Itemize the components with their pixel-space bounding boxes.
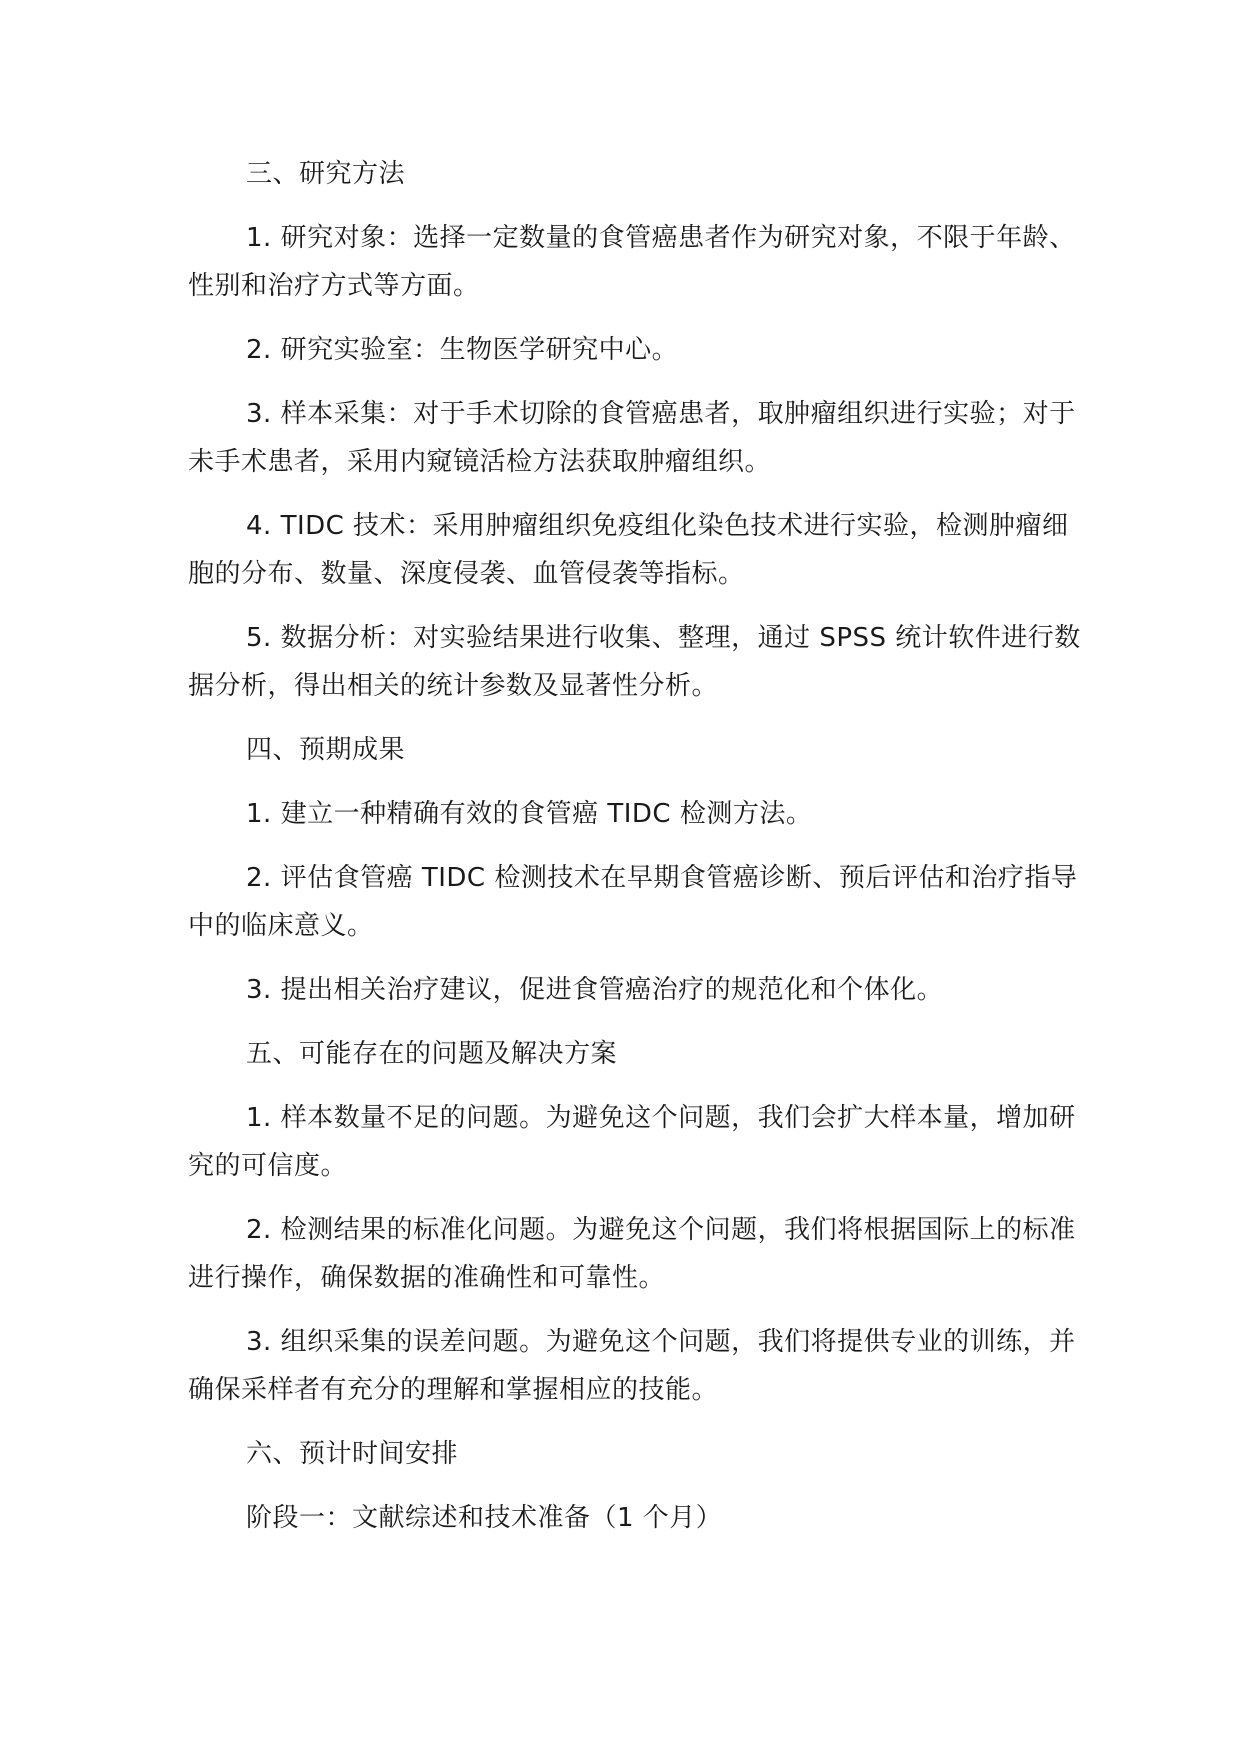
section-heading-outcomes: 四、预期成果 xyxy=(246,735,406,765)
outcome-item-3: 3. 提出相关治疗建议，促进食管癌治疗的规范化和个体化。 xyxy=(246,975,944,1005)
outcome-item-2: 2. 评估食管癌 TIDC 检测技术在早期食管癌诊断、预后评估和治疗指导中的临床意义。 xyxy=(188,863,1078,941)
method-item-analysis: 5. 数据分析：对实验结果进行收集、整理，通过 SPSS 统计软件进行数据分析，得出相关的统计参数及显著性分析。 xyxy=(188,623,1081,701)
schedule-item-phase-1: 阶段一：文献综述和技术准备（1 个月） xyxy=(246,1503,723,1533)
section-heading-problems: 五、可能存在的问题及解决方案 xyxy=(246,1039,618,1069)
problem-item-3: 3. 组织采集的误差问题。为避免这个问题，我们将提供专业的训练，并确保采样者有充分的理解和掌握相应的技能。 xyxy=(188,1327,1076,1405)
problem-item-1: 1. 样本数量不足的问题。为避免这个问题，我们会扩大样本量，增加研究的可信度。 xyxy=(188,1103,1076,1181)
outcome-item-1: 1. 建立一种精确有效的食管癌 TIDC 检测方法。 xyxy=(246,799,813,829)
method-item-lab: 2. 研究实验室：生物医学研究中心。 xyxy=(246,335,679,365)
method-item-tidc: 4. TIDC 技术：采用肿瘤组织免疫组化染色技术进行实验，检测肿瘤细胞的分布、数量、深度侵袭、血管侵袭等指标。 xyxy=(188,511,1069,589)
section-heading-methods: 三、研究方法 xyxy=(246,159,406,189)
problem-item-2: 2. 检测结果的标准化问题。为避免这个问题，我们将根据国际上的标准进行操作，确保数据的准确性和可靠性。 xyxy=(188,1215,1076,1293)
method-item-subjects: 1. 研究对象：选择一定数量的食管癌患者作为研究对象，不限于年龄、性别和治疗方式等方面。 xyxy=(188,223,1076,301)
section-heading-schedule: 六、预计时间安排 xyxy=(246,1439,459,1469)
method-item-sampling: 3. 样本采集：对于手术切除的食管癌患者，取肿瘤组织进行实验；对于未手术患者，采用内窥镜活检方法获取肿瘤组织。 xyxy=(188,399,1076,477)
document-body xyxy=(188,150,1088,1558)
